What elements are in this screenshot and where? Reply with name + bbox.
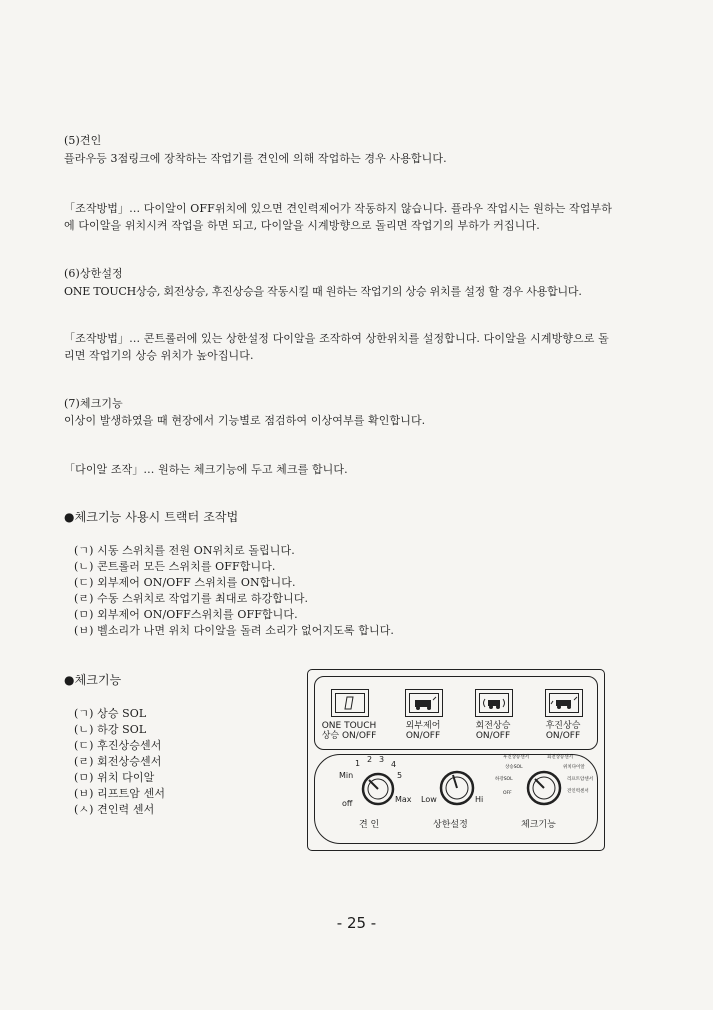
check-pos-4: 리프트암센서 <box>567 777 594 782</box>
list-item: (ㄹ) 회전상승센서 <box>74 755 162 768</box>
traction-tick-1: 1 <box>355 759 361 768</box>
list-item: (ㄱ) 상승 SOL <box>74 707 147 720</box>
section7-method: 「다이알 조작」… 원하는 체크기능에 두고 체크를 합니다. <box>64 463 348 476</box>
check-functions-heading: ●체크기능 <box>64 673 122 687</box>
switch-label-4: 후진상승 ON/OFF <box>545 721 581 741</box>
traction-off-label: off <box>342 799 353 808</box>
section5-method-line1: 「조작방법」… 다이알이 OFF위치에 있으면 견인력제어가 작동하지 않습니다. 플라우 작업시는 원하는 작업부하 <box>64 202 612 215</box>
list-item: (ㅁ) 외부제어 ON/OFF스위치를 OFF합니다. <box>74 608 298 621</box>
traction-min-label: Min <box>339 771 354 780</box>
section5-body: 플라우등 3점링크에 장착하는 작업기를 견인에 의해 작업하는 경우 사용합니다. <box>64 152 447 165</box>
upper-limit-dial-label: 상한설정 <box>433 820 468 830</box>
upper-limit-dial-icon <box>438 769 476 807</box>
traction-max-label: Max <box>395 795 412 804</box>
list-item: (ㅂ) 리프트암 센서 <box>74 787 166 800</box>
section5-method-line2: 에 다이알을 위치시켜 작업을 하면 되고, 다이알을 시계방향으로 돌리면 작업기의 부하가 커집니다. <box>64 219 540 232</box>
check-pos-7: 하강SOL <box>495 777 513 782</box>
switch-label-1: ONE TOUCH 상승 ON/OFF <box>321 721 377 741</box>
list-item: (ㄴ) 콘트롤러 모든 스위치를 OFF합니다. <box>74 560 276 573</box>
traction-tick-4: 4 <box>391 760 397 769</box>
section7-body: 이상이 발생하였을 때 현장에서 기능별로 점검하여 이상여부를 확인합니다. <box>64 414 426 427</box>
traction-dial-label: 견 인 <box>359 820 380 830</box>
upper-high-label: Hi <box>475 795 484 804</box>
switch-label-3: 회전상승 ON/OFF <box>475 721 511 741</box>
check-pos-8: OFF <box>503 791 512 796</box>
page-number: - 25 - <box>336 914 377 932</box>
section6-method-line2: 리면 작업기의 상승 위치가 높아집니다. <box>64 349 254 362</box>
dial-row <box>314 754 598 844</box>
switch-label-2: 외부제어 ON/OFF <box>405 721 441 741</box>
one-touch-switch-icon <box>331 689 369 717</box>
section6-method-line1: 「조작방법」… 콘트롤러에 있는 상한설정 다이알을 조작하여 상한위치를 설정합니다. 다이알을 시계방향으로 돌 <box>64 332 609 345</box>
list-item: (ㅅ) 견인력 센서 <box>74 803 155 816</box>
check-function-dial-icon <box>525 769 563 807</box>
list-item: (ㄴ) 하강 SOL <box>74 723 147 736</box>
list-item: (ㄱ) 시동 스위치를 전원 ON위치로 돌립니다. <box>74 544 295 557</box>
traction-tick-3: 3 <box>379 755 385 764</box>
upper-low-label: Low <box>421 795 437 804</box>
check-pos-5: 견인력센서 <box>567 789 589 794</box>
check-pos-6: 상승SOL <box>505 765 523 770</box>
traction-tick-2: 2 <box>367 755 373 764</box>
turn-lift-switch-icon <box>475 689 513 717</box>
section6-body: ONE TOUCH상승, 회전상승, 후진상승을 작동시킬 때 원하는 작업기의 상승 위치를 설정 할 경우 사용합니다. <box>64 285 582 298</box>
check-pos-1: 후진상승센서 <box>503 755 530 760</box>
list-item: (ㅁ) 위치 다이알 <box>74 771 155 784</box>
controller-panel-illustration <box>307 669 605 851</box>
check-function-dial-label: 체크기능 <box>521 820 556 830</box>
list-item: (ㄷ) 외부제어 ON/OFF 스위치를 ON합니다. <box>74 576 296 589</box>
check-pos-3: 위치다이알 <box>563 765 585 770</box>
list-item: (ㅂ) 벨소리가 나면 위치 다이알을 돌려 소리가 없어지도록 합니다. <box>74 624 395 637</box>
tractor-steps-heading: ●체크기능 사용시 트랙터 조작법 <box>64 510 239 524</box>
traction-tick-5: 5 <box>397 771 403 780</box>
check-pos-2: 회전상승센서 <box>547 755 574 760</box>
list-item: (ㄹ) 수동 스위치로 작업기를 최대로 하강합니다. <box>74 592 309 605</box>
section5-heading: (5)견인 <box>64 134 102 147</box>
reverse-lift-switch-icon <box>545 689 583 717</box>
section6-heading: (6)상한설정 <box>64 267 123 280</box>
switch-row <box>314 676 598 750</box>
traction-dial-icon <box>360 771 396 807</box>
section7-heading: (7)체크기능 <box>64 397 123 410</box>
list-item: (ㄷ) 후진상승센서 <box>74 739 162 752</box>
external-control-switch-icon <box>405 689 443 717</box>
